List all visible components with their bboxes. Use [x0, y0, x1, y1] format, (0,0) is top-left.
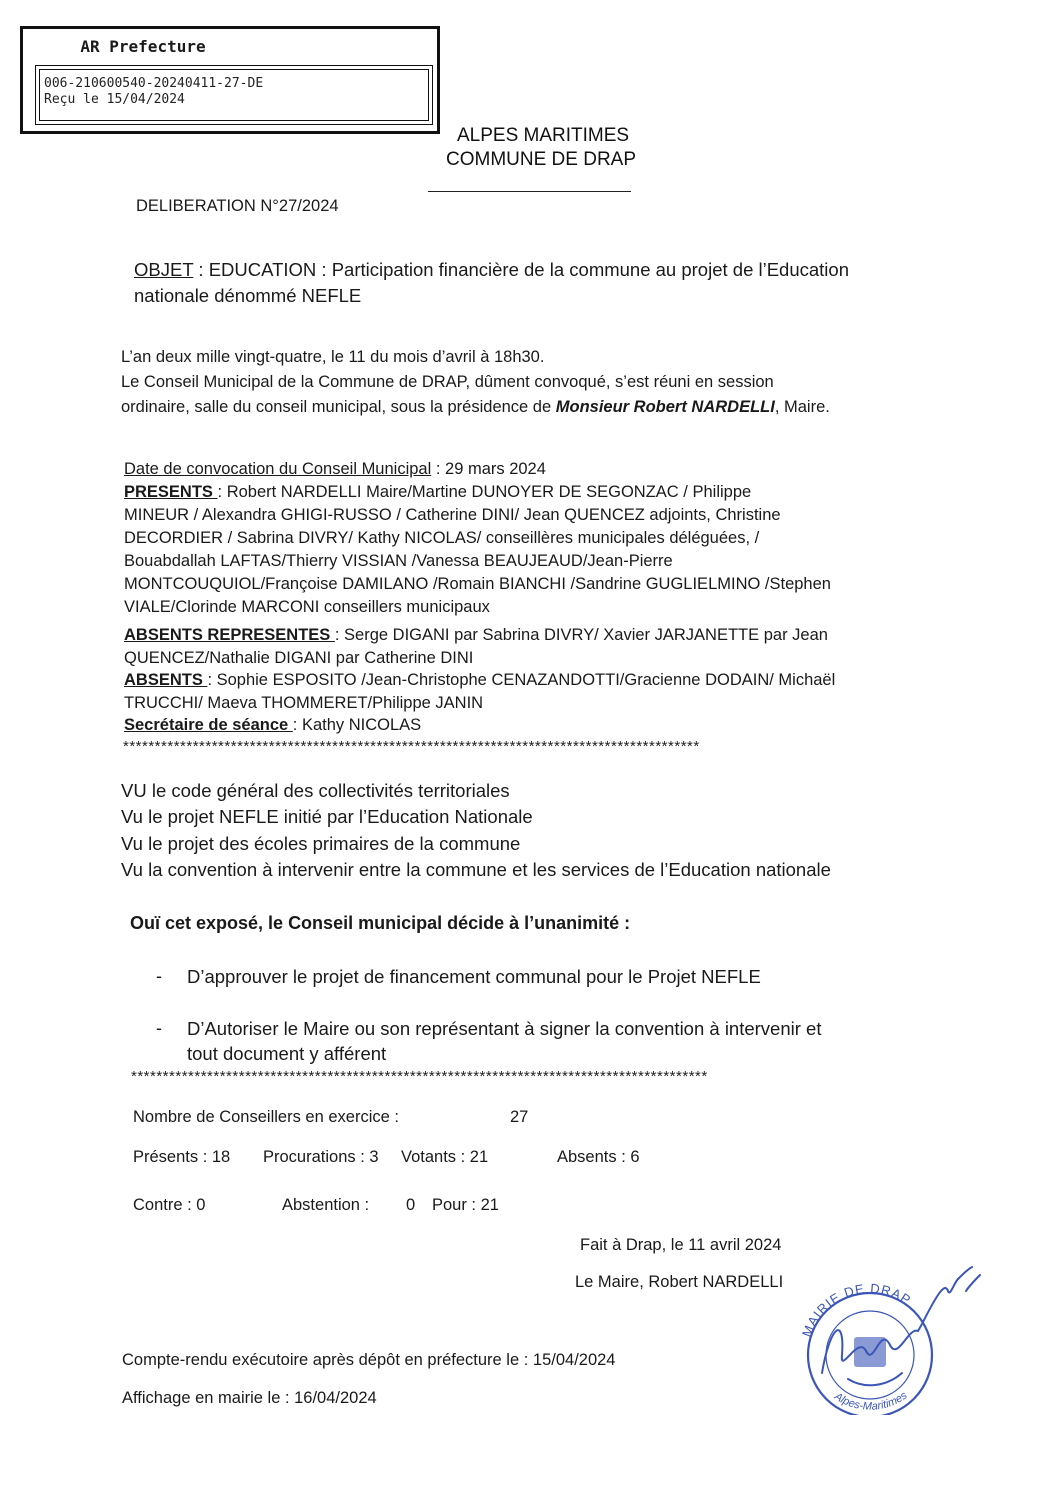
absents-label: ABSENTS	[124, 671, 208, 689]
convocation-date: Date de convocation du Conseil Municipal : 29 mars 2024	[124, 460, 546, 478]
affichage-line: Affichage en mairie le : 16/04/2024	[122, 1389, 377, 1407]
president-name: Monsieur Robert NARDELLI	[555, 398, 775, 416]
secretary-label: Secrétaire de séance	[124, 716, 293, 734]
decision-1-text: D’approuver le projet de financement communal pour le Projet NEFLE	[187, 966, 761, 987]
visa-3: Vu le projet des écoles primaires de la commune	[121, 833, 521, 854]
svg-text:Alpes-Maritimes: Alpes-Maritimes	[832, 1389, 910, 1413]
absents-line-2: TRUCCHI/ Maeva THOMMERET/Philippe JANIN	[124, 694, 484, 712]
abstention-count: 0	[406, 1196, 416, 1214]
executoire-line: Compte-rendu exécutoire après dépôt en préfecture le : 15/04/2024	[122, 1351, 616, 1369]
svg-text:MAIRIE DE DRAP: MAIRIE DE DRAP	[798, 1280, 915, 1339]
contre-count: Contre : 0	[133, 1196, 206, 1214]
presents-line-4: Bouabdallah LAFTAS/Thierry VISSIAN /Vanessa BEAUJEAUD/Jean-Pierre	[124, 552, 673, 570]
objet-topic: EDUCATION :	[208, 259, 332, 280]
objet-line-1: OBJET : EDUCATION : Participation financière de la commune au projet de l’Education	[134, 259, 849, 280]
deliberation-number: DELIBERATION N°27/2024	[136, 197, 339, 215]
absents-line-1: ABSENTS : Sophie ESPOSITO /Jean-Christophe CENAZANDOTTI/Gracienne DODAIN/ Michaël	[124, 671, 836, 689]
decision-intro: Ouï cet exposé, le Conseil municipal décide à l’unanimité :	[130, 913, 631, 933]
absents-represented-line-2: QUENCEZ/Nathalie DIGANI par Catherine DINI	[124, 649, 474, 667]
visa-2: Vu le projet NEFLE initié par l’Education Nationale	[121, 806, 533, 827]
signatory: Le Maire, Robert NARDELLI	[575, 1273, 784, 1291]
separator-stars-1: *******************************************************************************************	[123, 738, 700, 755]
objet-label: OBJET	[134, 259, 194, 280]
decision-2-text-line-2: tout document y afférent	[187, 1043, 387, 1064]
abstention-label: Abstention :	[282, 1196, 370, 1214]
objet-text: Participation financière de la commune au projet de l’Education	[331, 259, 849, 280]
presents-line-6: VIALE/Clorinde MARCONI conseillers municipaux	[124, 598, 490, 616]
conseillers-label: Nombre de Conseillers en exercice :	[133, 1108, 399, 1126]
absents-represented-label: ABSENTS REPRESENTES	[124, 626, 335, 644]
presents-line-5: MONTCOUQUIOL/Françoise DAMILANO /Romain BIANCHI /Sandrine GUGLIELMINO /Stephen	[124, 575, 831, 593]
intro-line-2: Le Conseil Municipal de la Commune de DRAP, dûment convoqué, s’est réuni en session	[121, 373, 774, 391]
absents-count: Absents : 6	[557, 1148, 640, 1166]
stamp-inner-box	[35, 65, 433, 125]
votants-count: Votants : 21	[401, 1148, 489, 1166]
separator-stars-2: *******************************************************************************************	[131, 1068, 708, 1085]
pour-count: Pour : 21	[432, 1196, 499, 1214]
decision-2-dash: -	[156, 1018, 162, 1038]
place-date: Fait à Drap, le 11 avril 2024	[580, 1236, 782, 1254]
stamp-reference: 006-210600540-20240411-27-DE	[44, 76, 264, 91]
conseillers-count: 27	[510, 1108, 529, 1126]
presents-line-3: DECORDIER / Sabrina DIVRY/ Kathy NICOLAS/ conseillères municipales déléguées, /	[124, 529, 760, 547]
stamp-title: AR Prefecture	[80, 37, 206, 56]
decision-1-dash: -	[156, 966, 162, 986]
presents-count: Présents : 18	[133, 1148, 231, 1166]
intro-line-1: L’an deux mille vingt-quatre, le 11 du mois d’avril à 18h30.	[121, 348, 545, 366]
presents-line-1: PRESENTS : Robert NARDELLI Maire/Martine DUNOYER DE SEGONZAC / Philippe	[124, 483, 752, 501]
ar-prefecture-stamp	[20, 26, 440, 134]
commune-name: COMMUNE DE DRAP	[446, 149, 637, 170]
visa-1: VU le code général des collectivités territoriales	[121, 780, 510, 801]
intro-line-3: ordinaire, salle du conseil municipal, sous la présidence de Monsieur Robert NARDELLI, Maire.	[121, 398, 830, 416]
objet-line-2: nationale dénommé NEFLE	[134, 285, 362, 306]
absents-represented-line-1: ABSENTS REPRESENTES : Serge DIGANI par Sabrina DIVRY/ Xavier JARJANETTE par Jean	[124, 626, 828, 644]
visa-4: Vu la convention à intervenir entre la commune et les services de l’Education nationale	[121, 859, 831, 880]
decision-2-text-line-1: D’Autoriser le Maire ou son représentant à signer la convention à intervenir et	[187, 1018, 822, 1039]
header-divider	[428, 191, 631, 192]
stamp-received-date: Reçu le 15/04/2024	[44, 92, 185, 107]
secretary-line: Secrétaire de séance : Kathy NICOLAS	[124, 716, 422, 734]
department-name: ALPES MARITIMES	[457, 125, 630, 146]
procurations-count: Procurations : 3	[263, 1148, 379, 1166]
presents-line-2: MINEUR / Alexandra GHIGI-RUSSO / Catherine DINI/ Jean QUENCEZ adjoints, Christine	[124, 506, 781, 524]
mairie-seal-and-signature	[790, 1255, 1000, 1415]
presents-label: PRESENTS	[124, 483, 218, 501]
